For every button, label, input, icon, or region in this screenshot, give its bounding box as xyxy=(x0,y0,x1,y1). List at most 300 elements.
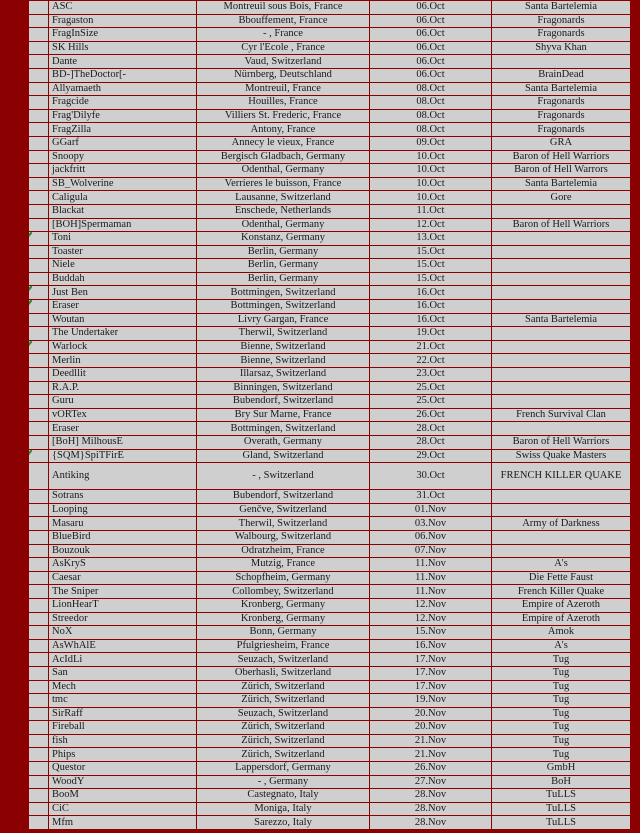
player-clan: A's xyxy=(492,558,631,572)
join-date: 26.Oct xyxy=(370,408,492,422)
player-name: Mfm xyxy=(49,816,197,830)
player-clan: Army of Darkness xyxy=(492,517,631,531)
player-location: Odenthal, Germany xyxy=(197,164,370,178)
table-row xyxy=(29,245,631,259)
join-date: 25.Oct xyxy=(370,381,492,395)
player-location: Schopfheim, Germany xyxy=(197,571,370,585)
player-location: Mutzig, France xyxy=(197,558,370,572)
player-name: Toaster xyxy=(49,245,197,259)
player-location: Zürich, Switzerland xyxy=(197,680,370,694)
members-table xyxy=(28,0,631,830)
player-clan: Fragonards xyxy=(492,109,631,123)
table-row xyxy=(29,123,631,137)
player-location: Therwil, Switzerland xyxy=(197,517,370,531)
player-clan: Santa Bartelemia xyxy=(492,82,631,96)
join-date: 31.Oct xyxy=(370,490,492,504)
player-name: Eraser xyxy=(49,300,197,314)
player-name: {SQM}SpiTFirE xyxy=(49,449,197,463)
check-cell xyxy=(29,55,49,69)
player-location: Bottmingen, Switzerland xyxy=(197,422,370,436)
player-clan: Fragonards xyxy=(492,14,631,28)
check-cell xyxy=(29,340,49,354)
player-clan: Empire of Azeroth xyxy=(492,598,631,612)
table-row xyxy=(29,340,631,354)
check-cell xyxy=(29,286,49,300)
table-row xyxy=(29,449,631,463)
check-cell xyxy=(29,204,49,218)
join-date: 28.Oct xyxy=(370,436,492,450)
player-name: SK Hills xyxy=(49,41,197,55)
join-date: 19.Oct xyxy=(370,327,492,341)
join-date: 15.Oct xyxy=(370,245,492,259)
player-clan: Fragonards xyxy=(492,96,631,110)
player-location: Bry Sur Marne, France xyxy=(197,408,370,422)
table-row xyxy=(29,68,631,82)
player-name: AsKryS xyxy=(49,558,197,572)
player-clan: Baron of Hell Warrors xyxy=(492,164,631,178)
check-cell xyxy=(29,721,49,735)
player-location: Verrieres le buisson, France xyxy=(197,177,370,191)
player-name: Merlin xyxy=(49,354,197,368)
player-name: Fragcide xyxy=(49,96,197,110)
table-row xyxy=(29,503,631,517)
player-location: Livry Gargan, France xyxy=(197,313,370,327)
player-clan: Swiss Quake Masters xyxy=(492,449,631,463)
player-name: GGarf xyxy=(49,136,197,150)
table-row xyxy=(29,666,631,680)
check-cell xyxy=(29,517,49,531)
player-clan: Tug xyxy=(492,748,631,762)
table-row xyxy=(29,191,631,205)
player-location: Montreuil, France xyxy=(197,82,370,96)
player-name: jackfritt xyxy=(49,164,197,178)
table-row xyxy=(29,721,631,735)
player-clan xyxy=(492,259,631,273)
table-row xyxy=(29,177,631,191)
player-name: LionHearT xyxy=(49,598,197,612)
player-name: WoodY xyxy=(49,775,197,789)
check-cell xyxy=(29,245,49,259)
player-clan: French Survival Clan xyxy=(492,408,631,422)
player-clan xyxy=(492,422,631,436)
player-clan: Baron of Hell Warriors xyxy=(492,150,631,164)
check-cell xyxy=(29,327,49,341)
join-date: 11.Nov xyxy=(370,558,492,572)
check-cell xyxy=(29,694,49,708)
check-cell xyxy=(29,381,49,395)
checkmark-icon xyxy=(29,232,33,244)
player-location: Pfulgriesheim, France xyxy=(197,639,370,653)
checkmark-icon xyxy=(29,286,33,298)
join-date: 12.Nov xyxy=(370,612,492,626)
player-clan xyxy=(492,544,631,558)
player-location: Antony, France xyxy=(197,123,370,137)
join-date: 08.Oct xyxy=(370,123,492,137)
player-clan xyxy=(492,490,631,504)
join-date: 06.Oct xyxy=(370,68,492,82)
join-date: 17.Nov xyxy=(370,680,492,694)
table-row xyxy=(29,109,631,123)
player-name: Caligula xyxy=(49,191,197,205)
player-location: Villiers St. Frederic, France xyxy=(197,109,370,123)
player-clan: French Killer Quake xyxy=(492,585,631,599)
table-row xyxy=(29,395,631,409)
player-clan xyxy=(492,245,631,259)
join-date: 28.Nov xyxy=(370,816,492,830)
player-location: Collombey, Switzerland xyxy=(197,585,370,599)
table-row xyxy=(29,544,631,558)
join-date: 11.Nov xyxy=(370,571,492,585)
player-name: Buddah xyxy=(49,272,197,286)
table-row xyxy=(29,422,631,436)
player-location: Walbourg, Switzerland xyxy=(197,530,370,544)
player-name: Antiking xyxy=(49,463,197,490)
check-cell xyxy=(29,666,49,680)
table-row xyxy=(29,816,631,830)
join-date: 23.Oct xyxy=(370,368,492,382)
player-location: Kronberg, Germany xyxy=(197,612,370,626)
player-clan: Santa Bartelemia xyxy=(492,1,631,15)
join-date: 28.Oct xyxy=(370,422,492,436)
player-location: Bubendorf, Switzerland xyxy=(197,395,370,409)
player-location: Kronberg, Germany xyxy=(197,598,370,612)
player-location: Bienne, Switzerland xyxy=(197,340,370,354)
player-name: ASC xyxy=(49,1,197,15)
player-location: Zürich, Switzerland xyxy=(197,748,370,762)
player-location: Genčve, Switzerland xyxy=(197,503,370,517)
check-cell xyxy=(29,544,49,558)
player-location: Berlin, Germany xyxy=(197,272,370,286)
player-clan: Gore xyxy=(492,191,631,205)
table-row xyxy=(29,775,631,789)
check-cell xyxy=(29,775,49,789)
table-row xyxy=(29,259,631,273)
table-row xyxy=(29,55,631,69)
player-location: Sarezzo, Italy xyxy=(197,816,370,830)
player-clan xyxy=(492,340,631,354)
player-clan xyxy=(492,204,631,218)
check-cell xyxy=(29,449,49,463)
check-cell xyxy=(29,463,49,490)
check-cell xyxy=(29,164,49,178)
player-location: Berlin, Germany xyxy=(197,259,370,273)
check-cell xyxy=(29,558,49,572)
join-date: 06.Oct xyxy=(370,1,492,15)
player-name: BooM xyxy=(49,789,197,803)
player-clan: Santa Bartelemia xyxy=(492,313,631,327)
player-name: San xyxy=(49,666,197,680)
join-date: 06.Oct xyxy=(370,55,492,69)
table-row xyxy=(29,734,631,748)
player-name: Guru xyxy=(49,395,197,409)
check-cell xyxy=(29,408,49,422)
player-location: Bbouffement, France xyxy=(197,14,370,28)
check-cell xyxy=(29,41,49,55)
table-row xyxy=(29,272,631,286)
player-name: fish xyxy=(49,734,197,748)
check-cell xyxy=(29,109,49,123)
player-location: Bergisch Gladbach, Germany xyxy=(197,150,370,164)
join-date: 19.Nov xyxy=(370,694,492,708)
join-date: 10.Oct xyxy=(370,150,492,164)
check-cell xyxy=(29,571,49,585)
table-row xyxy=(29,639,631,653)
check-cell xyxy=(29,707,49,721)
check-cell xyxy=(29,490,49,504)
check-cell xyxy=(29,789,49,803)
join-date: 08.Oct xyxy=(370,82,492,96)
join-date: 16.Oct xyxy=(370,313,492,327)
check-cell xyxy=(29,762,49,776)
join-date: 06.Oct xyxy=(370,28,492,42)
checkmark-icon xyxy=(29,450,33,462)
table-row xyxy=(29,571,631,585)
player-clan xyxy=(492,381,631,395)
player-clan: Fragonards xyxy=(492,28,631,42)
table-row xyxy=(29,612,631,626)
player-name: The Undertaker xyxy=(49,327,197,341)
join-date: 11.Oct xyxy=(370,204,492,218)
player-location: Odratzheim, France xyxy=(197,544,370,558)
join-date: 03.Nov xyxy=(370,517,492,531)
table-row xyxy=(29,218,631,232)
player-location: - , Switzerland xyxy=(197,463,370,490)
table-row xyxy=(29,653,631,667)
check-cell xyxy=(29,150,49,164)
player-location: Zürich, Switzerland xyxy=(197,734,370,748)
player-location: Cyr l'Ecole , France xyxy=(197,41,370,55)
table-row xyxy=(29,762,631,776)
player-name: Frag'Dilyfe xyxy=(49,109,197,123)
player-location: Seuzach, Switzerland xyxy=(197,707,370,721)
check-cell xyxy=(29,734,49,748)
player-clan xyxy=(492,286,631,300)
join-date: 07.Nov xyxy=(370,544,492,558)
check-cell xyxy=(29,136,49,150)
player-clan xyxy=(492,530,631,544)
table-row xyxy=(29,150,631,164)
check-cell xyxy=(29,680,49,694)
table-row xyxy=(29,96,631,110)
join-date: 08.Oct xyxy=(370,109,492,123)
player-clan: Baron of Hell Warriors xyxy=(492,436,631,450)
player-name: Bouzouk xyxy=(49,544,197,558)
player-location: - , France xyxy=(197,28,370,42)
player-location: Annecy le vieux, France xyxy=(197,136,370,150)
check-cell xyxy=(29,802,49,816)
check-cell xyxy=(29,354,49,368)
player-clan: Tug xyxy=(492,680,631,694)
player-name: Streedor xyxy=(49,612,197,626)
player-name: Mech xyxy=(49,680,197,694)
player-clan xyxy=(492,272,631,286)
player-clan: A's xyxy=(492,639,631,653)
table-row xyxy=(29,490,631,504)
join-date: 10.Oct xyxy=(370,164,492,178)
table-row xyxy=(29,1,631,15)
player-name: CiC xyxy=(49,802,197,816)
player-name: Niele xyxy=(49,259,197,273)
join-date: 01.Nov xyxy=(370,503,492,517)
player-name: Phips xyxy=(49,748,197,762)
table-row xyxy=(29,748,631,762)
table-row xyxy=(29,598,631,612)
player-clan: Shyva Khan xyxy=(492,41,631,55)
check-cell xyxy=(29,272,49,286)
join-date: 13.Oct xyxy=(370,232,492,246)
player-location: Bottmingen, Switzerland xyxy=(197,286,370,300)
join-date: 17.Nov xyxy=(370,666,492,680)
player-name: Woutan xyxy=(49,313,197,327)
table-row xyxy=(29,585,631,599)
table-row xyxy=(29,381,631,395)
player-location: Vaud, Switzerland xyxy=(197,55,370,69)
player-name: The Sniper xyxy=(49,585,197,599)
player-clan: TuLLS xyxy=(492,789,631,803)
check-cell xyxy=(29,748,49,762)
join-date: 26.Nov xyxy=(370,762,492,776)
check-cell xyxy=(29,395,49,409)
player-clan: Empire of Azeroth xyxy=(492,612,631,626)
table-row xyxy=(29,558,631,572)
join-date: 20.Nov xyxy=(370,721,492,735)
player-location: Therwil, Switzerland xyxy=(197,327,370,341)
table-row xyxy=(29,300,631,314)
table-row xyxy=(29,286,631,300)
table-row xyxy=(29,164,631,178)
table-row xyxy=(29,694,631,708)
player-location: Oberhasli, Switzerland xyxy=(197,666,370,680)
player-clan: Tug xyxy=(492,734,631,748)
check-cell xyxy=(29,28,49,42)
player-clan: GmbH xyxy=(492,762,631,776)
player-name: BD-]TheDoctor[- xyxy=(49,68,197,82)
join-date: 16.Nov xyxy=(370,639,492,653)
table-row xyxy=(29,327,631,341)
player-name: Just Ben xyxy=(49,286,197,300)
player-name: Blackat xyxy=(49,204,197,218)
player-name: Caesar xyxy=(49,571,197,585)
check-cell xyxy=(29,598,49,612)
table-row xyxy=(29,530,631,544)
player-clan: Santa Bartelemia xyxy=(492,177,631,191)
join-date: 06.Oct xyxy=(370,14,492,28)
check-cell xyxy=(29,177,49,191)
player-clan: Tug xyxy=(492,653,631,667)
join-date: 10.Oct xyxy=(370,177,492,191)
player-location: Zürich, Switzerland xyxy=(197,694,370,708)
join-date: 15.Oct xyxy=(370,259,492,273)
player-name: Deedllit xyxy=(49,368,197,382)
player-name: FragZilla xyxy=(49,123,197,137)
table-row xyxy=(29,313,631,327)
player-clan: Tug xyxy=(492,707,631,721)
player-name: BlueBird xyxy=(49,530,197,544)
join-date: 21.Nov xyxy=(370,734,492,748)
join-date: 16.Oct xyxy=(370,300,492,314)
player-clan: FRENCH KILLER QUAKE xyxy=(492,463,631,490)
player-location: Moniga, Italy xyxy=(197,802,370,816)
player-location: Enschede, Netherlands xyxy=(197,204,370,218)
join-date: 28.Nov xyxy=(370,789,492,803)
join-date: 21.Oct xyxy=(370,340,492,354)
player-location: Castegnato, Italy xyxy=(197,789,370,803)
player-clan: Tug xyxy=(492,694,631,708)
table-row xyxy=(29,463,631,490)
join-date: 29.Oct xyxy=(370,449,492,463)
table-row xyxy=(29,517,631,531)
check-cell xyxy=(29,503,49,517)
check-cell xyxy=(29,68,49,82)
table-row xyxy=(29,707,631,721)
join-date: 12.Oct xyxy=(370,218,492,232)
player-name: vORTex xyxy=(49,408,197,422)
player-clan xyxy=(492,395,631,409)
join-date: 15.Oct xyxy=(370,272,492,286)
player-location: Lappersdorf, Germany xyxy=(197,762,370,776)
player-location: Montreuil sous Bois, France xyxy=(197,1,370,15)
table-row xyxy=(29,14,631,28)
player-name: Sotrans xyxy=(49,490,197,504)
join-date: 09.Oct xyxy=(370,136,492,150)
check-cell xyxy=(29,368,49,382)
join-date: 21.Nov xyxy=(370,748,492,762)
check-cell xyxy=(29,422,49,436)
player-location: Nürnberg, Deutschland xyxy=(197,68,370,82)
table-row xyxy=(29,626,631,640)
player-clan xyxy=(492,232,631,246)
table-row xyxy=(29,232,631,246)
player-location: Bonn, Germany xyxy=(197,626,370,640)
player-location: Bienne, Switzerland xyxy=(197,354,370,368)
table-row xyxy=(29,82,631,96)
check-cell xyxy=(29,218,49,232)
player-name: Looping xyxy=(49,503,197,517)
table-row xyxy=(29,436,631,450)
player-name: SB_Wolverine xyxy=(49,177,197,191)
check-cell xyxy=(29,14,49,28)
table-row xyxy=(29,204,631,218)
player-location: Bubendorf, Switzerland xyxy=(197,490,370,504)
player-name: FragInSize xyxy=(49,28,197,42)
player-name: Fragaston xyxy=(49,14,197,28)
player-clan: Die Fette Faust xyxy=(492,571,631,585)
table-row xyxy=(29,408,631,422)
checkmark-icon xyxy=(29,300,33,312)
player-name: AcIdLi xyxy=(49,653,197,667)
player-name: Eraser xyxy=(49,422,197,436)
player-name: Toni xyxy=(49,232,197,246)
check-cell xyxy=(29,1,49,15)
player-clan: GRA xyxy=(492,136,631,150)
join-date: 17.Nov xyxy=(370,653,492,667)
join-date: 12.Nov xyxy=(370,598,492,612)
join-date: 08.Oct xyxy=(370,96,492,110)
player-location: - , Germany xyxy=(197,775,370,789)
player-name: Questor xyxy=(49,762,197,776)
checkmark-icon xyxy=(29,341,33,353)
player-name: tmc xyxy=(49,694,197,708)
player-clan: BrainDead xyxy=(492,68,631,82)
player-name: [BOH]Spermaman xyxy=(49,218,197,232)
check-cell xyxy=(29,653,49,667)
player-clan xyxy=(492,354,631,368)
table-row xyxy=(29,789,631,803)
player-name: Masaru xyxy=(49,517,197,531)
join-date: 06.Oct xyxy=(370,41,492,55)
check-cell xyxy=(29,259,49,273)
player-clan xyxy=(492,368,631,382)
